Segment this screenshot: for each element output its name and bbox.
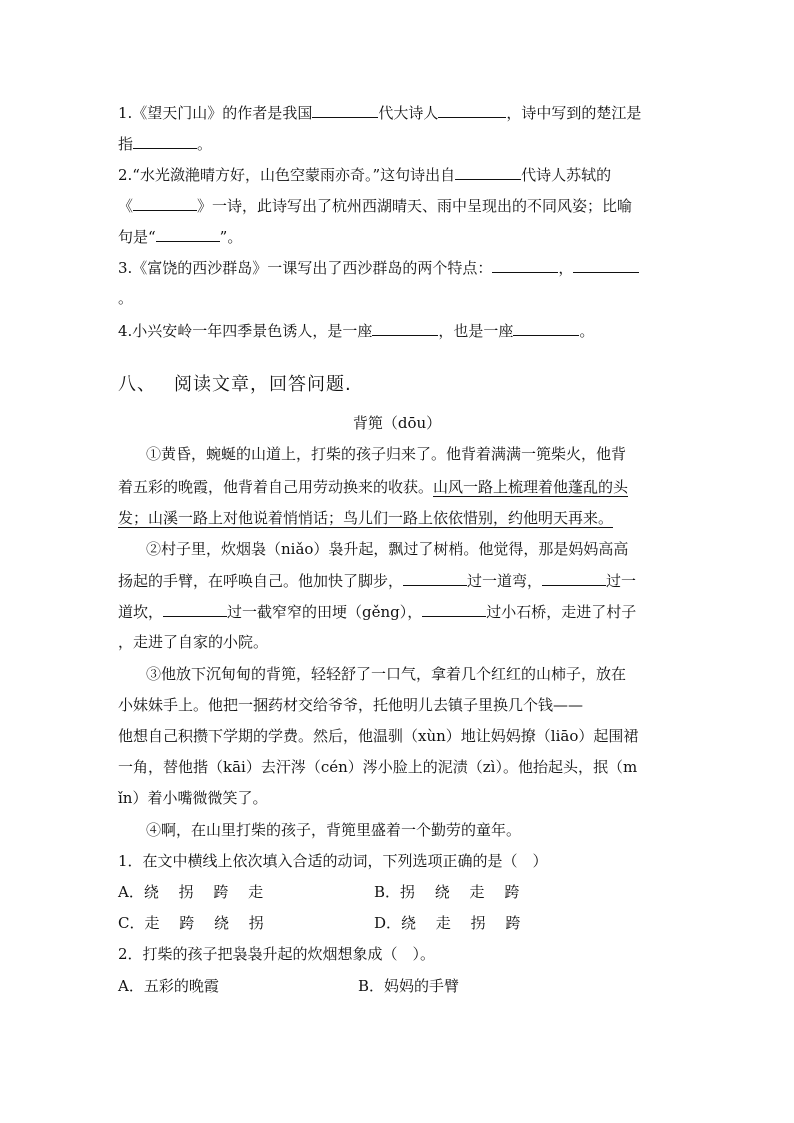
q1-option-c[interactable]: C．走 跨 绕 拐 [118,914,264,932]
article-p4: ④啊，在山里打柴的孩子，背篼里盛着一个勤劳的童年。 [146,821,522,839]
article-p3-line-3: 他想自己积攒下学期的学费。然后，他温驯（xùn）地让妈妈撩（liāo）起围裙 [118,727,639,745]
answer-blank[interactable] [372,320,438,336]
article-p2-line-4: ，走进了自家的小院。 [118,633,269,651]
q2-text-f: ”。 [219,228,243,246]
answer-blank[interactable] [492,257,558,273]
article-p2-line-3 [118,601,636,622]
question-1-line-1 [118,102,641,123]
p2-text: 过一截窄窄的田埂（gěng）， [227,603,423,621]
p2-text: 道坎， [118,603,164,621]
q1-option-d[interactable]: D．绕 走 拐 跨 [374,914,521,932]
p2-text: 过小石桥，走进了村子 [486,603,637,621]
article-p3-line-2: 小妹妹手上。他把一捆药材交给爷爷，托他明儿去镇子里换几个钱—— [118,696,584,714]
q2-text-a: 2.“水光潋滟晴方好，山色空蒙雨亦奇。”这句诗出自 [118,166,456,184]
answer-blank[interactable] [455,164,521,180]
answer-blank[interactable] [156,226,220,242]
section-heading [118,375,352,395]
q1-text-a: 1.《望天门山》的作者是我国 [118,104,313,122]
p2-text: 扬起的手臂，在呼唤自己。他加快了脚步， [118,572,404,590]
answer-blank[interactable] [513,320,579,336]
q2-option-b[interactable]: B．妈妈的手臂 [358,977,460,995]
question-1-line-2 [118,133,212,154]
answer-blank[interactable] [133,195,197,211]
article-title: 背篼（dōu） [352,414,442,432]
question-3-line-1 [118,257,639,278]
question-4-line [118,320,594,341]
reading-question-1: 1．在文中横线上依次填入合适的动词，下列选项正确的是（ ） [118,852,548,870]
question-2-line-3 [118,226,242,247]
p1-underlined-text: 山风一路上梳理着他蓬乱的头 [433,478,629,496]
answer-blank[interactable] [133,133,197,149]
article-p2-line-2 [118,570,636,591]
q1-text-e: 。 [197,135,213,153]
p1-text: 着五彩的晚霞，他背着自己用劳动换来的收获。 [118,478,434,496]
article-p3-line-5: ǐn）着小嘴微微笑了。 [118,789,268,807]
article-p2-line-1: ②村子里，炊烟袅（niǎo）袅升起，飘过了树梢。他觉得，那是妈妈高高 [146,540,629,558]
q2-text-e: 句是“ [118,228,156,246]
article-p3-line-1: ③他放下沉甸甸的背篼，轻轻舒了一口气，拿着几个红红的山柿子，放在 [146,665,627,683]
p2-text: 过一道弯， [467,572,543,590]
q4-text-b: ，也是一座 [438,322,514,340]
answer-blank[interactable] [422,601,486,617]
reading-question-2: 2．打柴的孩子把袅袅升起的炊烟想象成（ ）。 [118,945,436,963]
answer-blank[interactable] [542,570,606,586]
answer-blank[interactable] [573,257,639,273]
question-3-line-2 [118,288,133,308]
q3-text-c: 。 [118,289,134,307]
q1-option-b[interactable]: B．拐 绕 走 跨 [374,883,520,901]
q3-text-b: ， [558,259,574,277]
q1-option-a[interactable]: A．绕 拐 跨 走 [118,883,264,901]
section-number: 八、 [118,374,156,395]
q2-text-c: 《 [118,197,134,215]
p1-underlined-text: 发；山溪一路上对他说着悄悄话；鸟儿们一路上依依惜别，约他明天再来。 [118,509,614,527]
article-p1-line-3 [118,508,613,528]
p2-text: 过一 [606,572,637,590]
q2-option-a[interactable]: A．五彩的晚霞 [118,977,219,995]
article-p1-line-1: ①黄昏，蜿蜒的山道上，打柴的孩子归来了。他背着满满一篼柴火，他背 [146,445,627,463]
question-2-line-1 [118,164,611,185]
article-p3-line-4: 一角，替他揩（kāi）去汗涔（cén）涔小脸上的泥渍（zì）。他抬起头，抿（m [118,758,638,776]
question-2-line-2 [118,195,632,216]
q3-text-a: 3.《富饶的西沙群岛》一课写出了西沙群岛的两个特点： [118,259,493,277]
q4-text-c: 。 [579,322,595,340]
answer-blank[interactable] [403,570,467,586]
answer-blank[interactable] [163,601,227,617]
q1-text-b: 代大诗人 [378,104,439,122]
q2-text-b: 代诗人苏轼的 [521,166,612,184]
answer-blank[interactable] [312,102,378,118]
q1-text-c: ，诗中写到的楚江是 [506,104,642,122]
q4-text-a: 4.小兴安岭一年四季景色诱人，是一座 [118,322,373,340]
section-title: 阅读文章，回答问题. [174,374,352,395]
answer-blank[interactable] [438,102,506,118]
q2-text-d: 》一诗，此诗写出了杭州西湖晴天、雨中呈现出的不同风姿；比喻 [197,197,633,215]
q1-text-d: 指 [118,135,134,153]
article-p1-line-2 [118,477,628,497]
